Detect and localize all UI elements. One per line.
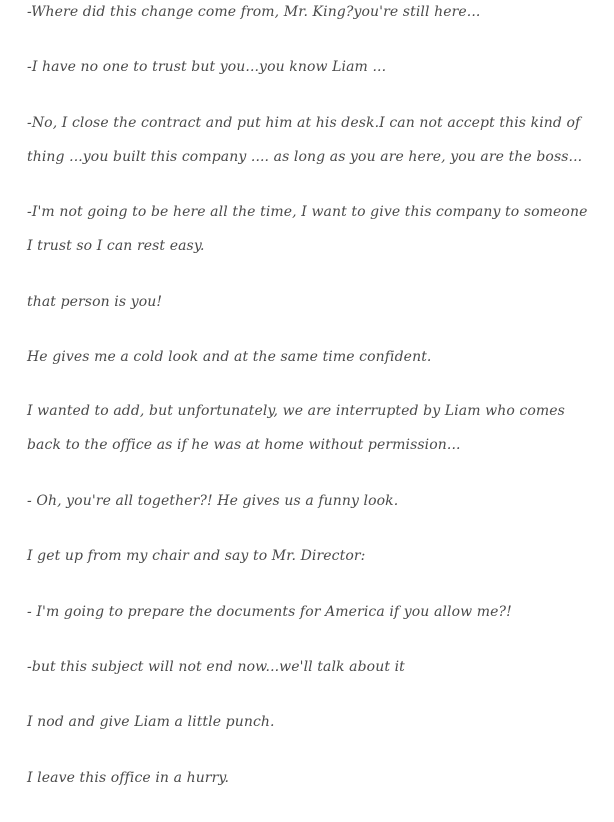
paragraph-8: - Oh, you're all together?! He gives us a funny look. bbox=[27, 493, 399, 509]
paragraph-11: -but this subject will not end now...we'll talk about it bbox=[27, 659, 405, 675]
paragraph-9: I get up from my chair and say to Mr. Director: bbox=[27, 548, 366, 564]
paragraph-4: -I'm not going to be here all the time, I want to give this company to someone I trust so I can rest easy. bbox=[27, 204, 588, 254]
paragraph-10: - I'm going to prepare the documents for America if you allow me?! bbox=[27, 604, 512, 620]
paragraph-2: -I have no one to trust but you...you know Liam ... bbox=[27, 59, 387, 75]
paragraph-12: I nod and give Liam a little punch. bbox=[27, 714, 275, 730]
paragraph-3: -No, I close the contract and put him at his desk.I can not accept this kind of thing ...you built this company .... as long as you are here, you are the boss... bbox=[27, 115, 583, 165]
paragraph-1: -Where did this change come from, Mr. King?you're still here... bbox=[27, 4, 481, 20]
paragraph-5: that person is you! bbox=[27, 294, 163, 310]
paragraph-13: I leave this office in a hurry. bbox=[27, 770, 230, 786]
paragraph-7: I wanted to add, but unfortunately, we are interrupted by Liam who comes back to the office as if he was at home without permission... bbox=[27, 403, 565, 453]
paragraph-6: He gives me a cold look and at the same time confident. bbox=[27, 349, 432, 365]
